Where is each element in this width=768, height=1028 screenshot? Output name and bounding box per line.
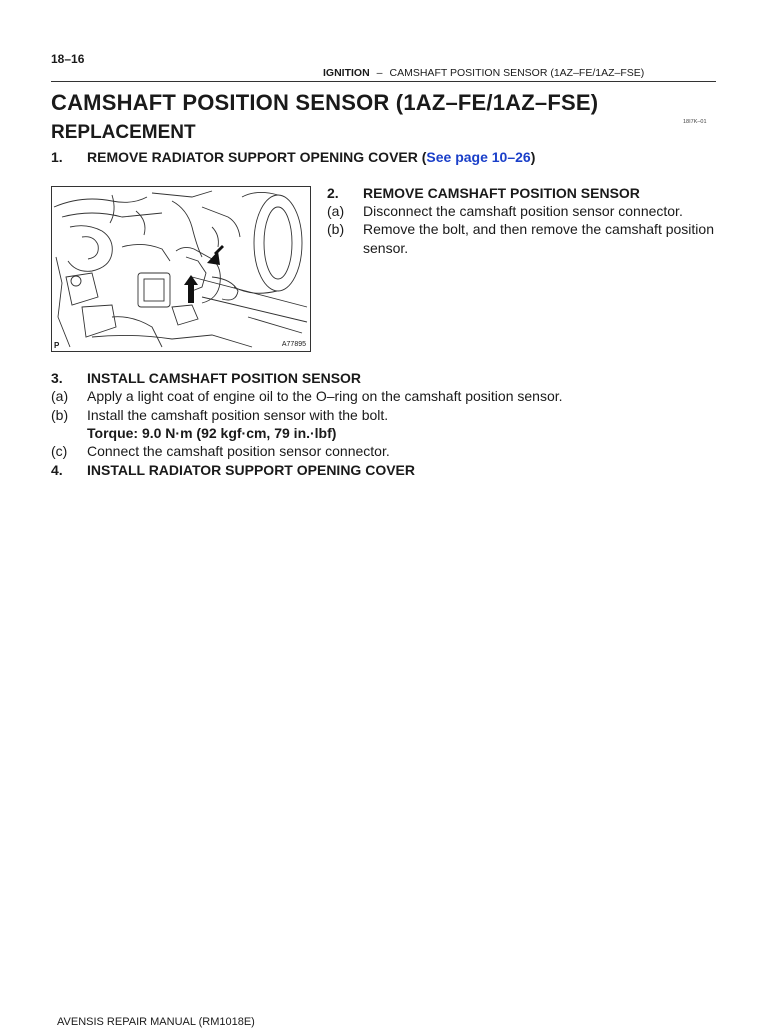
step-title: INSTALL RADIATOR SUPPORT OPENING COVER [87, 462, 415, 478]
substep-text: Disconnect the camshaft position sensor connector. [363, 203, 683, 219]
step-title: INSTALL CAMSHAFT POSITION SENSOR [87, 370, 362, 386]
section-subtitle: REPLACEMENT [51, 122, 196, 143]
substep-label: (b) [51, 407, 69, 423]
step-3c [51, 442, 390, 460]
substep-label: (a) [51, 388, 69, 404]
step-2-title [327, 184, 640, 202]
substep-text: Apply a light coat of engine oil to the O–ring on the camshaft position sensor. [87, 388, 563, 404]
step-2a [327, 202, 683, 220]
step-number: 1. [51, 149, 63, 165]
substep-text: Remove the bolt, and then remove the camshaft position [363, 221, 714, 237]
substep-text: Install the camshaft position sensor with the bolt. [87, 407, 389, 423]
substep-text: Connect the camshaft position sensor connector. [87, 443, 390, 459]
header-separator: – [376, 67, 383, 79]
see-page-link[interactable]: See page 10–26 [426, 149, 531, 165]
step-4-title [51, 461, 415, 479]
figure-code: A77895 [281, 341, 306, 348]
page-footer: AVENSIS REPAIR MANUAL (RM1018E) [57, 1016, 255, 1028]
substep-label: (b) [327, 221, 345, 237]
substep-label: (a) [327, 203, 345, 219]
step-1 [51, 148, 535, 166]
document-id: 18I7K–01 [683, 119, 707, 125]
step-title: REMOVE RADIATOR SUPPORT OPENING COVER ( [87, 149, 427, 165]
step-2b-cont: sensor. [363, 240, 409, 256]
header-rule [51, 81, 716, 82]
step-number: 3. [51, 370, 63, 386]
topic-name: CAMSHAFT POSITION SENSOR (1AZ–FE/1AZ–FSE) [389, 67, 645, 79]
step-title: REMOVE CAMSHAFT POSITION SENSOR [363, 185, 640, 201]
substep-label: (c) [51, 443, 68, 459]
step-title-close: ) [530, 149, 536, 165]
engine-illustration [51, 186, 311, 352]
step-number: 4. [51, 462, 63, 478]
step-2b [327, 220, 714, 238]
page-title: CAMSHAFT POSITION SENSOR (1AZ–FE/1AZ–FSE) [51, 90, 599, 115]
section-name: IGNITION [323, 67, 370, 79]
step-3-title [51, 369, 361, 387]
running-header [323, 67, 644, 79]
figure-corner-label: P [54, 341, 60, 350]
torque-spec: Torque: 9.0 N·m (92 kgf·cm, 79 in.·lbf) [87, 425, 337, 441]
page-number: 18–16 [51, 52, 85, 66]
engine-drawing [52, 187, 310, 351]
step-3b [51, 406, 388, 424]
step-number: 2. [327, 185, 339, 201]
step-3a [51, 387, 563, 405]
